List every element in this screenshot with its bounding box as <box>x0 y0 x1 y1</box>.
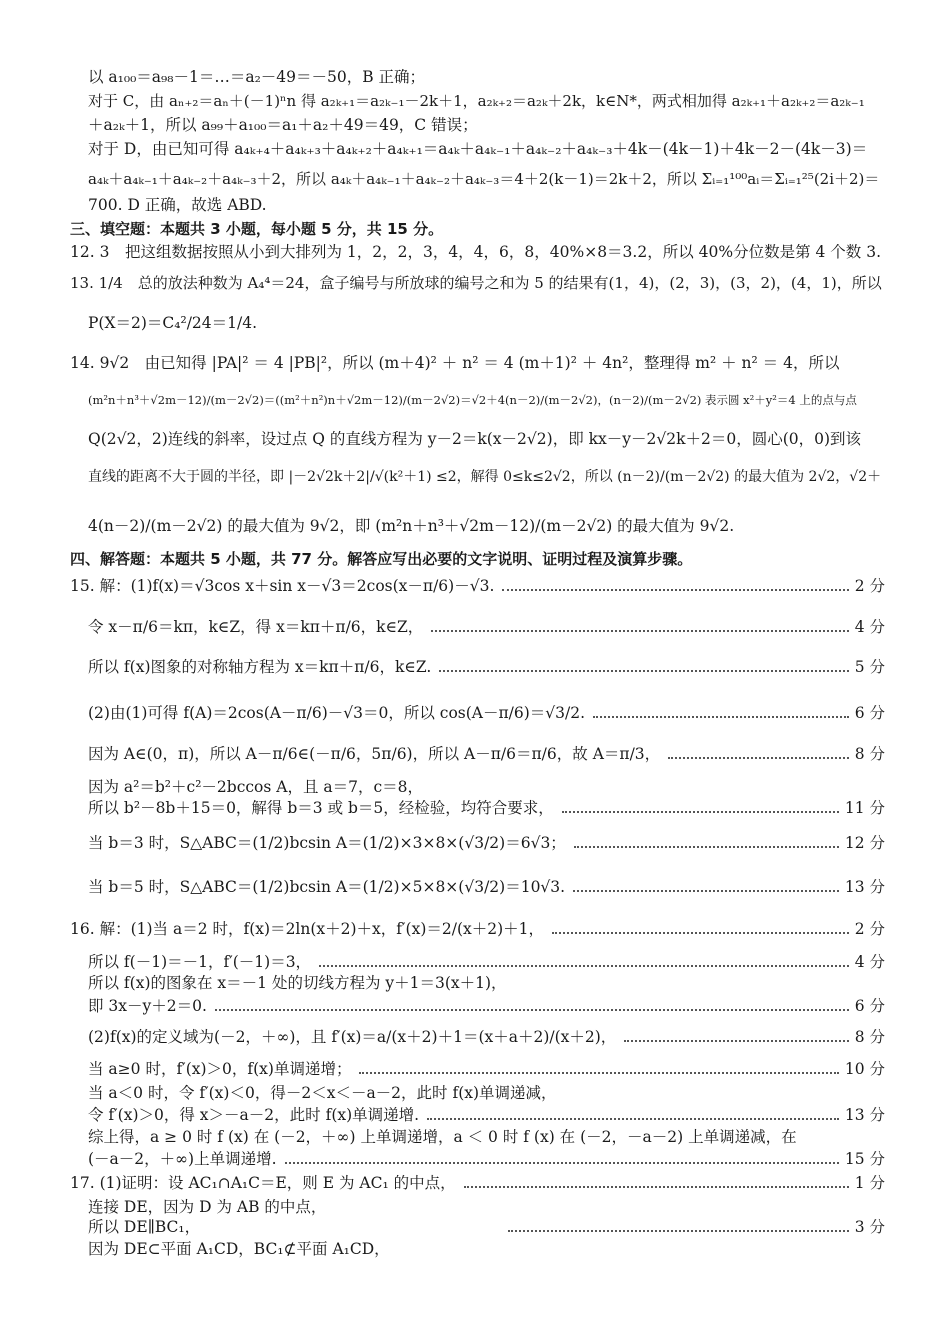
dot-leader <box>431 630 848 632</box>
scored-line <box>88 1148 885 1170</box>
scored-line-text: 令 f′(x)＞0，得 x＞－a－2，此时 f(x)单调递增. <box>88 1106 420 1124</box>
score-points: 12 分 <box>844 834 885 852</box>
score-points: 1 分 <box>854 1174 885 1192</box>
scored-line-text: 令 x－π/6＝kπ，k∈Z，得 x＝kπ＋π/6，k∈Z， <box>88 618 424 636</box>
score-points: 3 分 <box>854 1218 885 1236</box>
dot-leader <box>359 1072 838 1074</box>
score-points: 4 分 <box>854 618 885 636</box>
scored-line-text: 所以 f(x)图象的对称轴方程为 x＝kπ＋π/6，k∈Z. <box>88 658 432 676</box>
section-heading: 四、解答题：本题共 5 小题，共 77 分。解答应写出必要的文字说明、证明过程及演算步骤。 <box>70 550 693 568</box>
scored-line-text: 当 b＝3 时，S△ABC＝(1/2)bcsin A＝(1/2)×3×8×(√3/2)＝6√3； <box>88 834 566 852</box>
scored-line <box>88 656 885 678</box>
dot-leader <box>562 811 839 813</box>
score-points: 6 分 <box>854 997 885 1015</box>
dot-leader <box>508 1230 849 1232</box>
scored-line <box>88 832 885 854</box>
text-line: 14. 9√2 由已知得 |PA|² ＝ 4 |PB|²，所以 (m＋4)² ＋ n² ＝ 4 (m＋1)² ＋ 4n²，整理得 m² ＋ n² ＝ 4，所以 <box>70 354 840 372</box>
dot-leader <box>439 670 848 672</box>
text-line: P(X＝2)＝C₄²/24＝1/4. <box>88 314 258 332</box>
dot-leader <box>427 1118 839 1120</box>
dot-leader <box>593 716 849 718</box>
scored-line <box>88 951 885 973</box>
text-line: 12. 3 把这组数据按照从小到大排列为 1，2，2，3，4，4，6，8，40%×8＝3.2，所以 40%分位数是第 4 个数 3. <box>70 243 882 261</box>
score-points: 2 分 <box>854 577 885 595</box>
text-line: 700. D 正确，故选 ABD. <box>88 196 267 214</box>
score-points: 4 分 <box>854 953 885 971</box>
dot-leader <box>668 757 849 759</box>
dot-leader <box>624 1040 848 1042</box>
dot-leader <box>574 846 839 848</box>
text-line: ＋a₂ₖ＋1，所以 a₉₉＋a₁₀₀＝a₁＋a₂＋49＝49，C 错误； <box>88 116 478 134</box>
text-line: Q(2√2，2)连线的斜率，设过点 Q 的直线方程为 y－2＝k(x－2√2)，即 kx－y－2√2k＋2＝0，圆心(0，0)到该 <box>88 430 862 448</box>
scored-line-text: 当 a≥0 时，f′(x)＞0，f(x)单调递增； <box>88 1060 352 1078</box>
text-line: 4(n－2)/(m－2√2) 的最大值为 9√2，即 (m²n＋n³＋√2m－12)/(m－2√2) 的最大值为 9√2. <box>88 517 735 535</box>
text-line: 综上得，a ≥ 0 时 f (x) 在 (－2，＋∞) 上单调递增，a ＜ 0 时 f (x) 在 (－2，－a－2) 上单调递减，在 <box>88 1128 797 1146</box>
score-points: 11 分 <box>844 799 885 817</box>
text-line: 所以 f(x)的图象在 x＝－1 处的切线方程为 y＋1＝3(x＋1)， <box>88 974 507 992</box>
scored-line <box>88 1026 885 1048</box>
text-line: 直线的距离不大于圆的半径，即 |－2√2k＋2|/√(k²＋1) ≤2，解得 0≤k≤2√2，所以 (n－2)/(m－2√2) 的最大值为 2√2，√2＋ <box>88 469 882 485</box>
text-line: 对于 D，由已知可得 a₄ₖ₊₄＋a₄ₖ₊₃＋a₄ₖ₊₂＋a₄ₖ₊₁＝a₄ₖ＋a₄ₖ₋₁＋a₄ₖ₋₂＋a₄ₖ₋₃＋4k－(4k－1)＋4k－2－(4k－3)＝ <box>88 140 868 158</box>
scored-line <box>70 1172 885 1194</box>
score-points: 8 分 <box>854 1028 885 1046</box>
text-line: 对于 C，由 aₙ₊₂＝aₙ＋(－1)ⁿn 得 a₂ₖ₊₁＝a₂ₖ₋₁－2k＋1，a₂ₖ₊₂＝a₂ₖ＋2k，k∈N*，两式相加得 a₂ₖ₊₁＋a₂ₖ₊₂＝a₂ₖ₋₁ <box>88 92 865 110</box>
scored-line <box>88 797 885 819</box>
text-line: a₄ₖ＋a₄ₖ₋₁＋a₄ₖ₋₂＋a₄ₖ₋₃＋2，所以 a₄ₖ＋a₄ₖ₋₁＋a₄ₖ₋₂＋a₄ₖ₋₃＝4＋2(k－1)＝2k＋2，所以 Σᵢ₌₁¹⁰⁰aᵢ＝Σᵢ₌₁²⁵(2i＋2)＝ <box>88 170 880 188</box>
score-points: 13 分 <box>844 1106 885 1124</box>
score-points: 6 分 <box>854 704 885 722</box>
scored-line-text: (－a－2，＋∞)上单调递增. <box>88 1150 277 1168</box>
dot-leader <box>285 1162 839 1164</box>
scored-line <box>88 616 885 638</box>
scored-line-text: (2)由(1)可得 f(A)＝2cos(A－π/6)－√3＝0，所以 cos(A－π/6)＝√3/2. <box>88 704 586 722</box>
scored-line <box>500 1216 885 1238</box>
text-line: 当 a＜0 时，令 f′(x)＜0，得－2＜x＜－a－2，此时 f(x)单调递减， <box>88 1084 557 1102</box>
scored-line-text: 所以 b²－8b＋15＝0，解得 b＝3 或 b＝5，经检验，均符合要求， <box>88 799 554 817</box>
text-line: 以 a₁₀₀＝a₉₈－1＝…＝a₂－49＝－50，B 正确； <box>88 68 426 86</box>
score-points: 13 分 <box>844 878 885 896</box>
text-line: (m²n＋n³＋√2m－12)/(m－2√2)＝((m²＋n²)n＋√2m－12)/(m－2√2)＝√2＋4(n－2)/(m－2√2)，(n－2)/(m－2√2) 表示圆 x²＋y²＝4 上的点与点 <box>88 393 857 407</box>
scored-line-text: 因为 A∈(0，π)，所以 A－π/6∈(－π/6，5π/6)，所以 A－π/6＝π/6，故 A＝π/3， <box>88 745 661 763</box>
section-heading: 三、填空题：本题共 3 小题，每小题 5 分，共 15 分。 <box>70 220 444 238</box>
score-points: 2 分 <box>854 920 885 938</box>
text-line: 所以 DE∥BC₁， <box>88 1218 201 1236</box>
scored-line-text: 17. (1)证明：设 AC₁∩A₁C＝E，则 E 为 AC₁ 的中点， <box>70 1174 456 1192</box>
score-points: 10 分 <box>844 1060 885 1078</box>
score-points: 5 分 <box>854 658 885 676</box>
dot-leader <box>552 932 849 934</box>
scored-line-text: 当 b＝5 时，S△ABC＝(1/2)bcsin A＝(1/2)×5×8×(√3/2)＝10√3. <box>88 878 566 896</box>
scored-line <box>88 995 885 1017</box>
scored-line <box>88 1058 885 1080</box>
scored-line <box>70 575 885 597</box>
text-line: 因为 DE⊂平面 A₁CD，BC₁⊄平面 A₁CD， <box>88 1240 390 1258</box>
dot-leader <box>215 1009 849 1011</box>
dot-leader <box>464 1186 849 1188</box>
dot-leader <box>573 890 839 892</box>
scored-line <box>88 702 885 724</box>
dot-leader <box>319 965 849 967</box>
score-points: 15 分 <box>844 1150 885 1168</box>
score-points: 8 分 <box>854 745 885 763</box>
text-line: 因为 a²＝b²＋c²－2bccos A，且 a＝7，c＝8， <box>88 778 424 796</box>
text-line: 13. 1/4 总的放法种数为 A₄⁴＝24，盒子编号与所放球的编号之和为 5 的结果有(1，4)，(2，3)，(3，2)，(4，1)，所以 <box>70 274 882 292</box>
scored-line <box>88 743 885 765</box>
dot-leader <box>502 589 848 591</box>
scored-line-text: 16. 解：(1)当 a＝2 时，f(x)＝2ln(x＋2)＋x，f′(x)＝2/(x＋2)＋1， <box>70 920 545 938</box>
scored-line-text: 15. 解：(1)f(x)＝√3cos x＋sin x－√3＝2cos(x－π/6)－√3. <box>70 577 495 595</box>
scored-line-text: 所以 f(－1)＝－1，f′(－1)＝3， <box>88 953 312 971</box>
scored-line-text: (2)f(x)的定义域为(－2，＋∞)，且 f′(x)＝a/(x＋2)＋1＝(x＋a＋2)/(x＋2)， <box>88 1028 617 1046</box>
scored-line-text: 即 3x－y＋2＝0. <box>88 997 207 1015</box>
scored-line <box>70 918 885 940</box>
scored-line <box>88 876 885 898</box>
text-line: 连接 DE，因为 D 为 AB 的中点， <box>88 1198 327 1216</box>
scored-line <box>88 1104 885 1126</box>
